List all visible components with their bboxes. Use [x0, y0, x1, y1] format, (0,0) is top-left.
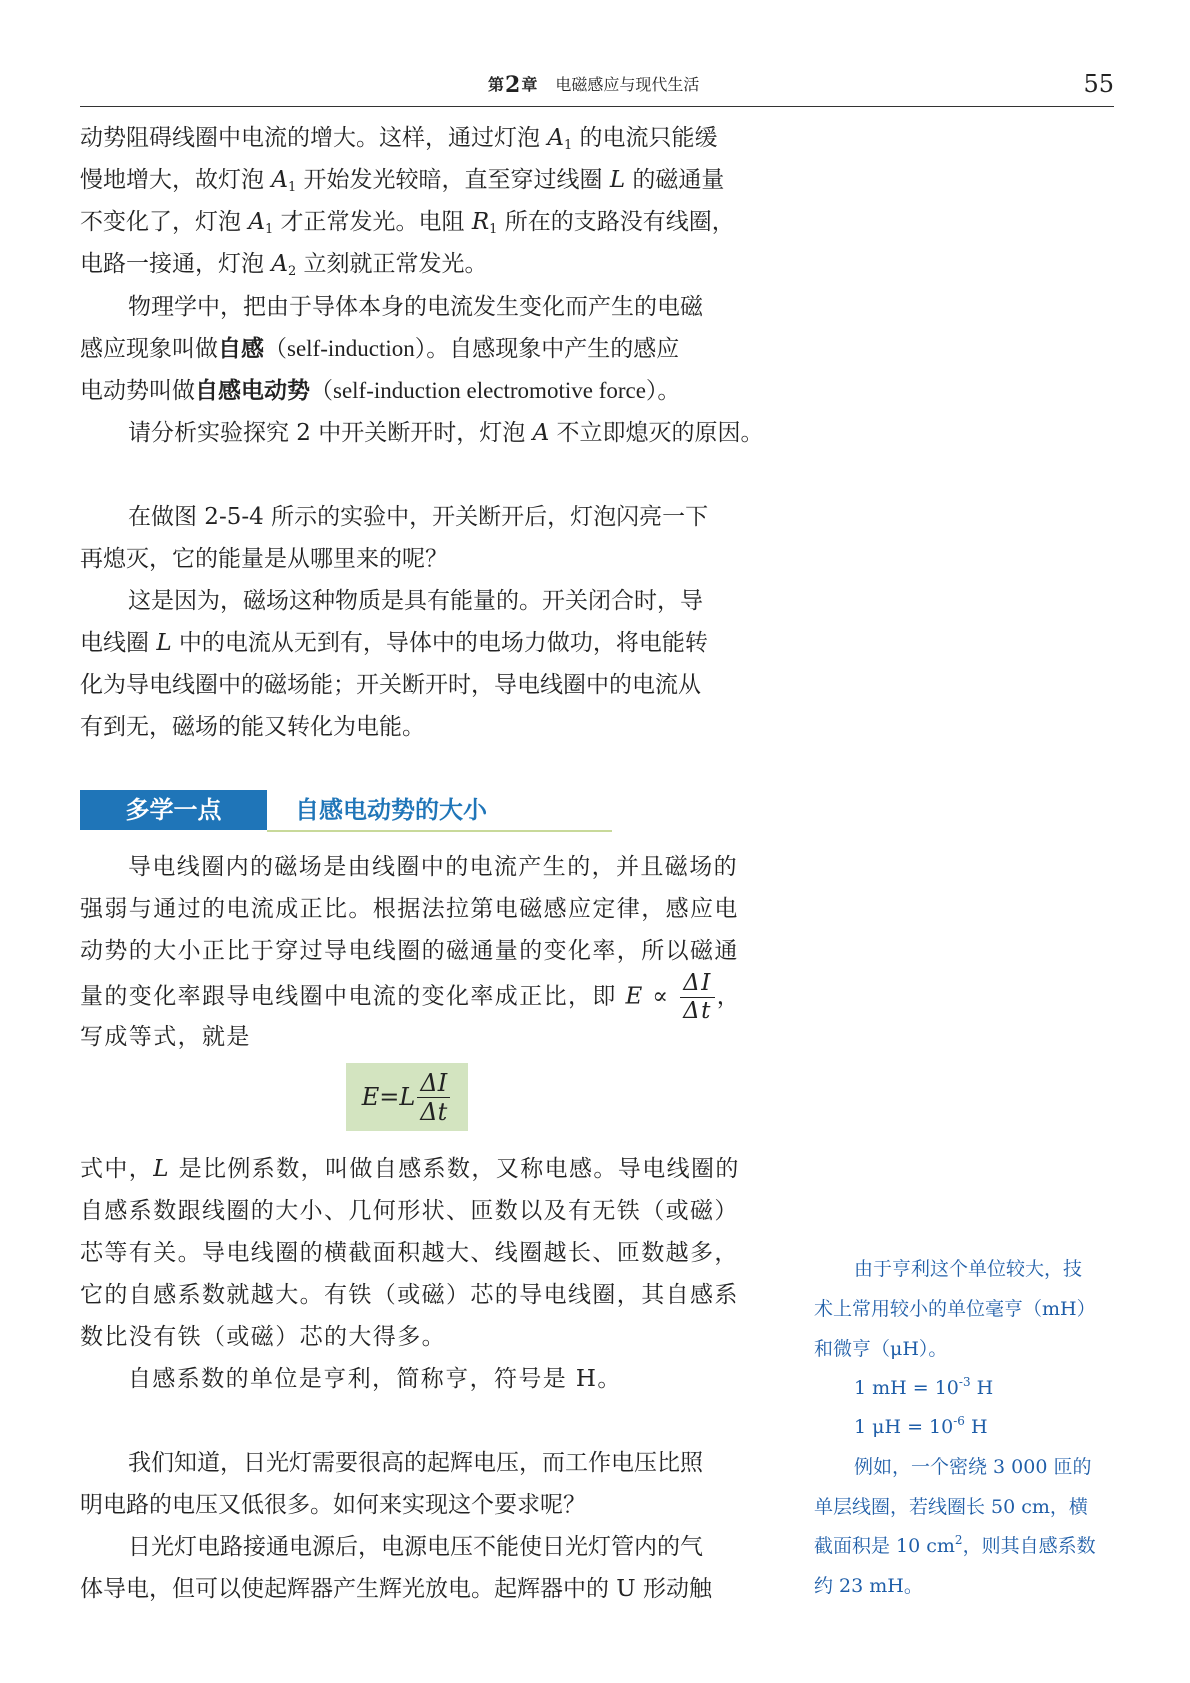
- sidenote-line6: 例如，一个密绕 3 000 匝的: [854, 1456, 1092, 1478]
- sidenote-line3: 和微亨（μH）。: [814, 1338, 948, 1360]
- formula-box: E = L $\frac{\Delta I}{\Delta t}$: [346, 1063, 468, 1131]
- header-rule: [80, 106, 1114, 107]
- chapter-number: 2: [505, 72, 521, 98]
- para7-line2: 明电路的电压又低很多。如何来实现这个要求呢？: [80, 1492, 586, 1518]
- para2-line3: 电动势叫做自感电动势（self-induction electromotive force）。: [80, 378, 681, 404]
- section-underline: [267, 830, 612, 832]
- section-label: 多学一点: [80, 790, 267, 830]
- page-number: 55: [1083, 70, 1114, 98]
- para6-line1: 式中，L 是比例系数，叫做自感系数，又称电感。导电线圈的: [80, 1156, 740, 1182]
- para6-line3: 芯等有关。导电线圈的横截面积越大、线圈越长、匝数越多，: [80, 1240, 739, 1266]
- para7-line4: 体导电，但可以使起辉器产生辉光放电。起辉器中的 U 形动触: [80, 1576, 713, 1602]
- para5-line2: 强弱与通过的电流成正比。根据法拉第电磁感应定律，感应电: [80, 896, 739, 922]
- section-title: 自感电动势的大小: [295, 796, 487, 824]
- para5-line4: 量的变化率跟导电线圈中电流的变化率成正比，即 E ∝ $\frac{\Delta I}{\Delta t}$ ，: [80, 970, 742, 1024]
- sidenote-eq-mH: 1 mH = $10^{-3}$ H: [854, 1375, 994, 1399]
- formula-fraction: $\frac{\Delta I}{\Delta t}$: [417, 1071, 450, 1124]
- term-self-induction-emf: 自感电动势: [195, 378, 310, 404]
- para6-line5: 数比没有铁（或磁）芯的大得多。: [80, 1324, 446, 1350]
- fraction-dI-dt: $\frac{\Delta I}{\Delta t}$: [680, 972, 715, 1023]
- para2-line1: 物理学中，把由于导体本身的电流发生变化而产生的电磁: [128, 294, 703, 320]
- question-prompt: 请分析实验探究 2 中开关断开时，灯泡 A 不立即熄灭的原因。: [128, 420, 764, 446]
- para6-line2: 自感系数跟线圈的大小、几何形状、匝数以及有无铁（或磁）: [80, 1198, 739, 1224]
- para4-line2: 电线圈 L 中的电流从无到有，导体中的电场力做功，将电能转: [80, 630, 708, 656]
- para7-line3: 日光灯电路接通电源后，电源电压不能使日光灯管内的气: [128, 1534, 703, 1560]
- chapter-prefix: 第: [488, 75, 505, 94]
- para6-line4: 它的自感系数就越大。有铁（或磁）芯的导电线圈，其自感系: [80, 1282, 739, 1308]
- para3-line2: 再熄灭，它的能量是从哪里来的呢？: [80, 546, 448, 572]
- para4-line1: 这是因为，磁场这种物质是具有能量的。开关闭合时，导: [128, 588, 703, 614]
- sidenote-line2: 术上常用较小的单位毫亨（mH）: [814, 1298, 1096, 1320]
- para5-line3: 动势的大小正比于穿过导电线圈的磁通量的变化率，所以磁通: [80, 938, 739, 964]
- para6-line6: 自感系数的单位是亨利，简称亨，符号是 H。: [128, 1366, 622, 1392]
- para1-line2: 慢地增大，故灯泡 $A_1$ 开始发光较暗，直至穿过线圈 L 的磁通量: [80, 167, 725, 195]
- para1-line3: 不变化了，灯泡 $A_1$ 才正常发光。电阻 $R_1$ 所在的支路没有线圈，: [80, 209, 735, 237]
- para5-line1: 导电线圈内的磁场是由线圈中的电流产生的，并且磁场的: [128, 854, 738, 880]
- sidenote-line7: 单层线圈，若线圈长 50 cm，横: [814, 1496, 1088, 1518]
- para4-line3: 化为导电线圈中的磁场能；开关断开时，导电线圈中的电流从: [80, 672, 701, 698]
- chapter-title: 电磁感应与现代生活: [555, 75, 700, 94]
- para4-line4: 有到无，磁场的能又转化为电能。: [80, 714, 425, 740]
- para7-line1: 我们知道，日光灯需要很高的起辉电压，而工作电压比照: [128, 1450, 703, 1476]
- sidenote-line1: 由于亨利这个单位较大，技: [854, 1258, 1083, 1280]
- term-self-induction: 自感: [218, 336, 264, 362]
- para1-line1: 动势阻碍线圈中电流的增大。这样，通过灯泡 $A_1$ 的电流只能缓: [80, 125, 718, 153]
- sidenote-line8: 截面积是 10 $cm^2$，则其自感系数: [814, 1533, 1096, 1557]
- sidenote-eq-uH: 1 $\mu H = 10^{-6}$ H: [854, 1414, 988, 1438]
- sidenote-line9: 约 23 mH。: [814, 1575, 923, 1597]
- para3-line1: 在做图 2-5-4 所示的实验中，开关断开后，灯泡闪亮一下: [128, 504, 709, 530]
- chapter-suffix: 章: [521, 75, 538, 94]
- para1-line4: 电路一接通，灯泡 $A_2$ 立刻就正常发光。: [80, 251, 488, 279]
- chapter-header: [488, 72, 699, 98]
- para2-line2: 感应现象叫做自感（self-induction）。自感现象中产生的感应: [80, 336, 680, 362]
- para5-line5: 写成等式，就是: [80, 1024, 251, 1050]
